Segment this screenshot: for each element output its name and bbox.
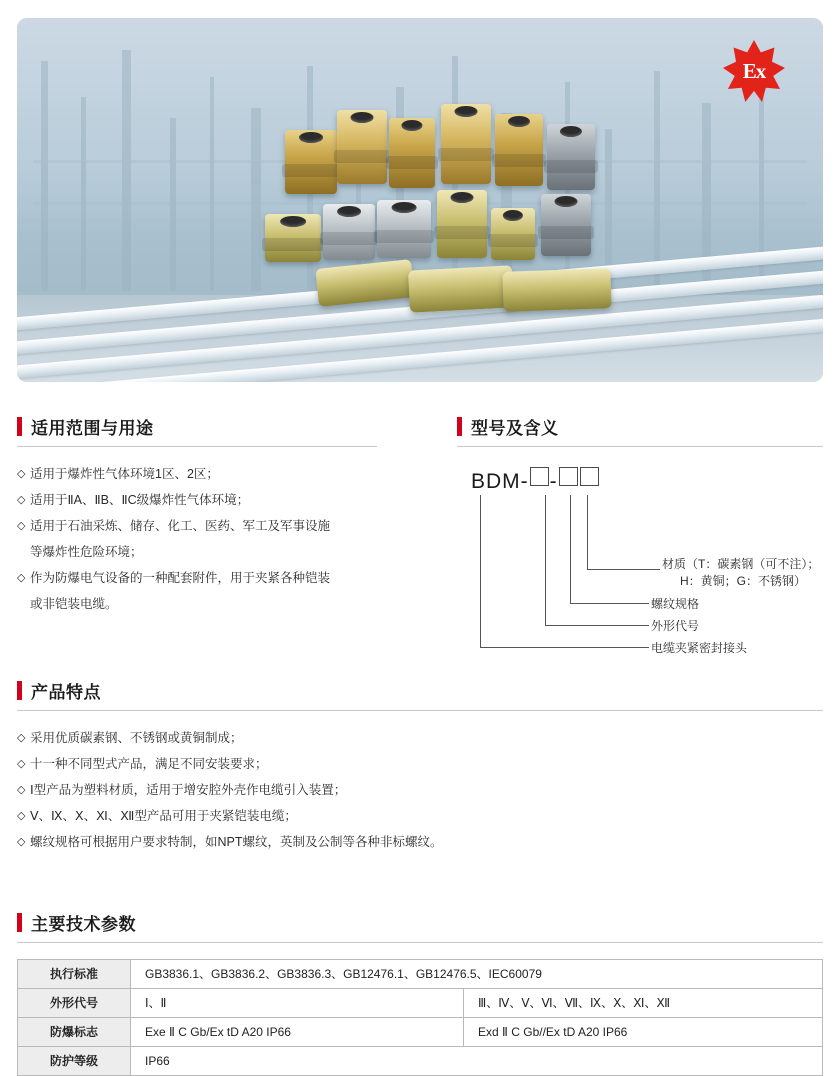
heading-accent-bar [17,417,22,436]
model-code-prefix: BDM [471,470,521,493]
features-heading [17,678,823,703]
model-heading-text: 型号及含义 [471,419,559,438]
list-item-text: 采用优质碳素钢、不锈钢或黄铜制成； [30,731,243,745]
diamond-bullet-icon: ◇ [17,784,26,796]
list-item-continuation [17,593,377,615]
list-item-text: 等爆炸性危险环境； [30,545,143,559]
table-row-value: GB3836.1、GB3836.2、GB3836.3、GB12476.1、GB12476.5、IEC60079 [131,960,823,989]
heading-accent-bar [457,417,462,436]
hero-product-photo [17,18,823,382]
list-item [17,805,823,827]
list-item [17,727,823,749]
leader-dash-material [651,569,660,570]
list-item-text: 适用于爆炸性气体环境1区、2区； [30,467,219,481]
table-row [18,989,823,1018]
list-item-text: 十一种不同型式产品，满足不同安装要求； [30,757,268,771]
model-heading-rule [457,446,823,447]
table-row-value-left: Ⅰ、Ⅱ [131,989,464,1018]
list-item [17,489,377,511]
model-heading [457,414,823,439]
diamond-bullet-icon: ◇ [17,494,26,506]
list-item [17,779,823,801]
table-row-value-right: Ⅲ、Ⅳ、Ⅴ、Ⅵ、Ⅶ、Ⅸ、Ⅹ、Ⅺ、Ⅻ [464,989,823,1018]
table-row [18,960,823,989]
parameters-heading-text: 主要技术参数 [31,915,136,934]
list-item-continuation [17,541,377,563]
scope-heading [17,414,377,439]
table-row [18,1018,823,1047]
scope-heading-rule [17,446,377,447]
heading-accent-bar [17,681,22,700]
table-row-value-left: Exe Ⅱ C Gb/Ex tD A20 IP66 [131,1018,464,1047]
model-code-box-1 [530,467,549,486]
model-label-shape: 外形代号 [651,619,700,633]
list-item [17,753,823,775]
leader-dash-product [640,647,649,648]
table-row-key: 外形代号 [18,989,131,1018]
cable-gland-products [17,18,823,382]
list-item-text: Ⅰ型产品为塑料材质，适用于增安腔外壳作电缆引入装置； [30,783,347,797]
features-heading-rule [17,710,823,711]
table-row-value-right: Exd Ⅱ C Gb//Ex tD A20 IP66 [464,1018,823,1047]
explosion-proof-ex-badge [723,40,785,102]
table-row-key: 防爆标志 [18,1018,131,1047]
features-heading-text: 产品特点 [31,683,101,702]
list-item [17,831,823,853]
diamond-bullet-icon: ◇ [17,732,26,744]
table-row-key: 执行标准 [18,960,131,989]
list-item-text: 作为防爆电气设备的一种配套附件，用于夹紧各种铠装 [30,571,331,585]
diamond-bullet-icon: ◇ [17,572,26,584]
model-label-material [662,556,819,590]
diamond-bullet-icon: ◇ [17,520,26,532]
list-item-text: 适用于ⅡA、ⅡB、ⅡC级爆炸性气体环境； [30,493,250,507]
features-bullet-list [17,727,823,853]
model-code [471,467,600,494]
leader-line-product [480,495,641,648]
scope-heading-text: 适用范围与用途 [31,419,154,438]
list-item [17,463,377,485]
model-code-dash-2: - [549,470,558,493]
table-row-key: 防护等级 [18,1047,131,1076]
bullet-spacer [17,593,30,615]
heading-accent-bar [17,913,22,932]
model-designation-section [457,414,823,657]
parameters-section [17,910,823,1076]
list-item [17,515,377,537]
scope-bullet-list [17,463,377,615]
model-code-box-2 [559,467,578,486]
list-item [17,567,377,589]
list-item-text: 或非铠装电缆。 [30,597,118,611]
model-label-material-line2: H：黄铜；G：不锈钢） [680,574,807,588]
parameters-heading-rule [17,942,823,943]
leader-dash-shape [640,625,649,626]
diamond-bullet-icon: ◇ [17,836,26,848]
bullet-spacer [17,541,30,563]
model-label-product: 电缆夹紧密封接头 [651,641,748,655]
scope-section [17,414,377,619]
list-item-text: 适用于石油采炼、储存、化工、医药、军工及军事设施 [30,519,331,533]
ex-badge-label: Ex [742,58,766,83]
table-row-value: IP66 [131,1047,823,1076]
parameters-heading [17,910,823,935]
parameters-table [17,959,823,1076]
model-code-dash-1: - [520,470,529,493]
diamond-bullet-icon: ◇ [17,758,26,770]
model-label-material-line1: 材质（T：碳素钢（可不注）； [662,557,820,571]
diamond-bullet-icon: ◇ [17,468,26,480]
list-item-text: 螺纹规格可根据用户要求特制，如NPT螺纹，英制及公制等各种非标螺纹。 [30,835,443,849]
leader-dash-thread [640,603,649,604]
features-section [17,678,823,857]
model-code-diagram [457,467,823,657]
model-code-box-3 [580,467,599,486]
model-label-thread: 螺纹规格 [651,597,700,611]
diamond-bullet-icon: ◇ [17,810,26,822]
list-item-text: Ⅴ、Ⅸ、Ⅹ、Ⅺ、Ⅻ型产品可用于夹紧铠装电缆； [30,809,297,823]
